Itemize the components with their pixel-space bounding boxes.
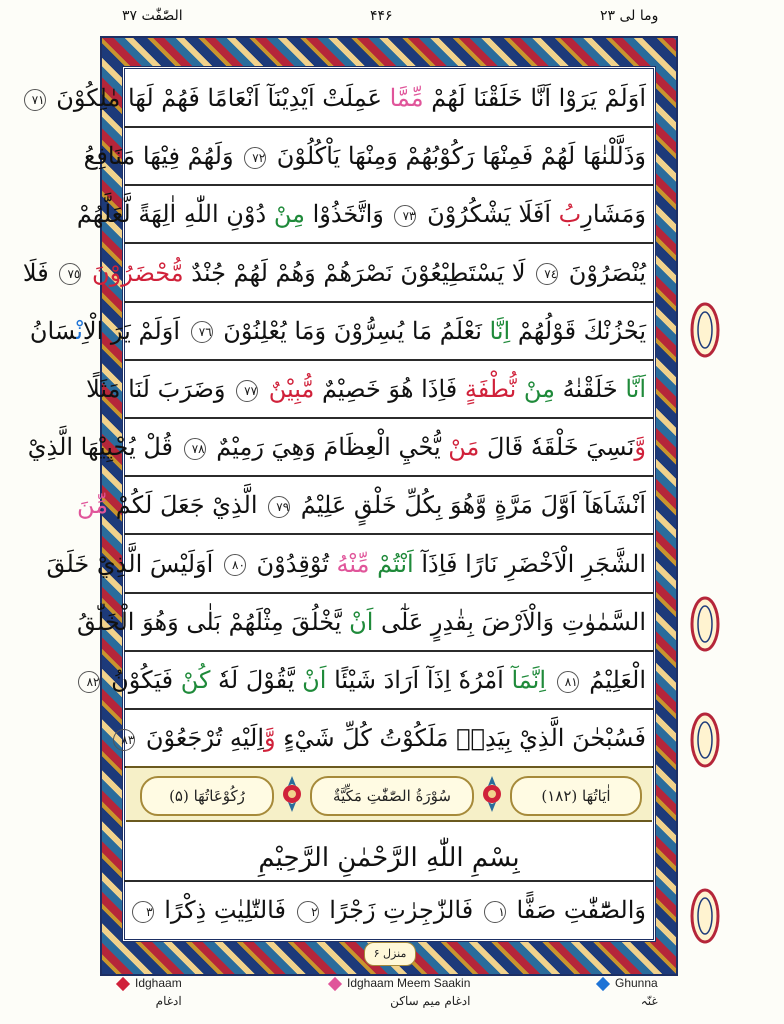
tajweed-green-text: اَنْتُمْ bbox=[377, 549, 414, 578]
verse-text: تُوْقِدُوْنَ bbox=[248, 549, 337, 578]
ayah-number-marker: ٧٢ bbox=[244, 147, 266, 169]
verse-text: يُنْصَرُوْنَ bbox=[561, 258, 646, 287]
bismillah: بِسْمِ اللّٰهِ الرَّحْمٰنِ الرَّحِيْمِ bbox=[258, 843, 520, 873]
verse-line bbox=[46, 536, 654, 592]
verse-line bbox=[77, 477, 654, 533]
verse-text: نَعْلَمُ مَا يُسِرُّوْنَ وَمَا يُعْلِنُوْنَ bbox=[215, 316, 490, 345]
verse-text: نَسِيَ خَلْقَهٗ قَالَ bbox=[479, 433, 635, 462]
verse-text: وَاتَّخَذُوْا bbox=[304, 200, 392, 229]
ayah-number-marker: ٨٠ bbox=[224, 554, 246, 576]
legend-label-en: Idghaam bbox=[135, 976, 182, 990]
legend-item bbox=[330, 976, 470, 1008]
manzil-label: منزل ۶ bbox=[364, 942, 416, 966]
verse-text bbox=[261, 375, 269, 403]
verse-line bbox=[121, 710, 654, 766]
verse-text: فَالزّٰجِرٰتِ زَجْرًا bbox=[321, 896, 481, 924]
verse-text: اَنْشَاَهَآ اَوَّلَ مَرَّةٍ وَّهُوَ بِكُلِّ خَلْقٍ عَلِيْمُ bbox=[293, 491, 646, 520]
ayah-number-marker: ١ bbox=[484, 901, 506, 923]
ayah-number-marker: ٣ bbox=[132, 901, 154, 923]
verse-text: وَمَشَارِ bbox=[581, 200, 646, 229]
verse-line bbox=[31, 70, 654, 126]
page-number: ۴۴۶ bbox=[370, 8, 393, 24]
legend-label-en: Idghaam Meem Saakin bbox=[347, 976, 471, 990]
tajweed-green-text: اَنْ bbox=[349, 607, 374, 636]
tajweed-red-text: وَّ bbox=[264, 724, 276, 753]
tajweed-pink-text: مِّنَ bbox=[77, 491, 109, 520]
sajda-marker-icon bbox=[690, 888, 720, 944]
verse-text: عَمِلَتْ اَيْدِيْنَآ اَنْعَامًا فَهُمْ لَهَا مٰلِكُوْنَ bbox=[48, 84, 390, 112]
tajweed-pink-text: مِّنْهُ bbox=[336, 549, 370, 578]
verse-text: الشَّجَرِ الْاَخْضَرِ نَارًا فَاِذَآ bbox=[413, 549, 646, 578]
verse-text: يَّخْلُقَ مِثْلَهُمْ بَلٰى وَهُوَ الْخَلّٰقُ bbox=[77, 607, 350, 636]
ayah-number-marker: ٧٤ bbox=[536, 263, 558, 285]
hizb-marker-icon bbox=[690, 302, 720, 358]
flower-ornament-icon bbox=[478, 774, 506, 814]
tajweed-green-text: مِنْ bbox=[273, 200, 305, 229]
verse-text: فَالتّٰلِيٰتِ ذِكْرًا bbox=[156, 896, 294, 924]
tajweed-green-text: اَنَّا bbox=[625, 375, 646, 403]
verse-text: الْعَلِيْمُ bbox=[581, 666, 646, 694]
verse-line bbox=[83, 128, 654, 184]
surah-banner bbox=[126, 766, 652, 822]
legend-label-en: Ghunna bbox=[615, 976, 658, 990]
tajweed-red-text: نُّطْفَةٍ bbox=[464, 375, 517, 403]
pink-diamond-icon bbox=[328, 976, 342, 990]
verse-line bbox=[86, 652, 654, 708]
header-juz-name: وما لی ۲۳ bbox=[600, 8, 659, 24]
verse-line bbox=[86, 361, 654, 417]
verse-text: اَمْرُهٗ اِذَآ اَرَادَ شَيْئًا bbox=[326, 666, 512, 694]
ruku-marker-icon bbox=[690, 712, 720, 768]
verse-text: خَلَقْنٰهُ bbox=[555, 375, 626, 403]
header-surah-name: الصّٰفّٰت ۳۷ bbox=[122, 8, 183, 24]
legend-label-ur: ادغام میم ساکن bbox=[390, 994, 471, 1008]
verse-line bbox=[29, 303, 654, 359]
ayah-number-marker: ٧٨ bbox=[184, 438, 206, 460]
verse-line bbox=[22, 245, 654, 301]
verse-text: وَلَهُمْ فِيْهَا مَنَافِعُ bbox=[83, 142, 242, 171]
verse-text bbox=[516, 375, 524, 403]
verse-text: اِلَيْهِ تُرْجَعُوْنَ bbox=[138, 724, 264, 753]
ayah-number-marker: ٧٥ bbox=[59, 263, 81, 285]
verse-text: فَيَكُوْنُ bbox=[103, 666, 181, 694]
tajweed-red-text: بُ bbox=[558, 200, 582, 229]
verse-text: وَالصّٰٓفّٰتِ صَفًّا bbox=[508, 896, 646, 924]
verse-text: يَّقُوْلَ لَهٗ bbox=[210, 666, 303, 694]
tajweed-red-text: مُّحْضَرُوْنَ bbox=[91, 258, 184, 287]
verse-text: فَسُبْحٰنَ الَّذِيْ بِيَدِهٖ مَلَكُوْتُ كُلِّ شَيْءٍ bbox=[275, 724, 646, 753]
ayah-count-label: اٰيَاتُهَا (۱۸۲) bbox=[510, 776, 642, 816]
verse-text bbox=[370, 550, 378, 578]
tajweed-green-text: كُنْ bbox=[180, 666, 211, 694]
verse-text: الَّذِيْ جَعَلَ لَكُمْ bbox=[108, 491, 266, 520]
ayah-number-marker: ٧٧ bbox=[236, 380, 258, 402]
flower-ornament-icon bbox=[278, 774, 306, 814]
verse-line bbox=[77, 594, 654, 650]
legend-label-ur: غنّہ bbox=[640, 994, 658, 1008]
verse-text: سَانُ bbox=[29, 316, 77, 345]
verse-text: قُلْ يُحْيِيْهَا الَّذِيْ bbox=[27, 433, 181, 462]
verse-text: لَا يَسْتَطِيْعُوْنَ نَصْرَهُمْ وَهُمْ لَهُمْ جُنْدٌ bbox=[183, 258, 534, 287]
verse-text: اَفَلَا يَشْكُرُوْنَ bbox=[419, 200, 559, 229]
tajweed-red-text: مَنْ bbox=[448, 433, 480, 462]
legend-item bbox=[118, 976, 182, 1008]
verse-text: يُّحْيِ الْعِظَامَ وَهِيَ رَمِيْمٌ bbox=[208, 433, 449, 462]
tajweed-blue-text: نْ bbox=[76, 316, 83, 345]
verse-line bbox=[27, 419, 654, 475]
surah-title: سُوْرَةُ الصّٰفّٰتِ مَكِّيَّةٌ bbox=[310, 776, 474, 816]
ayah-number-marker: ٨١ bbox=[557, 671, 579, 693]
verse-line bbox=[124, 882, 654, 938]
blue-diamond-icon bbox=[596, 976, 610, 990]
ruku-count-label: رُكُوْعَاتُهَا (۵) bbox=[140, 776, 274, 816]
ayah-number-marker: ٧١ bbox=[24, 89, 46, 111]
verse-text: اَوَلَمْ يَرَ الْاِ bbox=[82, 316, 188, 345]
ayah-number-marker: ٨٣ bbox=[113, 729, 135, 751]
red-diamond-icon bbox=[116, 976, 130, 990]
ayah-number-marker: ٢ bbox=[297, 901, 319, 923]
verse-text: السَّمٰوٰتِ وَالْاَرْضَ بِقٰدِرٍ عَلٰٓى bbox=[373, 607, 646, 636]
tajweed-pink-text: مِّمَّا bbox=[389, 84, 424, 112]
verse-text: وَضَرَبَ لَنَا مَثَلًا bbox=[86, 375, 234, 403]
hizb-marker-icon bbox=[690, 596, 720, 652]
ayah-number-marker: ٧٦ bbox=[191, 321, 213, 343]
ayah-number-marker: ٧٩ bbox=[268, 496, 290, 518]
verse-text: وَذَلَّلْنٰهَا لَهُمْ فَمِنْهَا رَكُوْبُهُمْ وَمِنْهَا يَاْكُلُوْنَ bbox=[269, 142, 646, 171]
ayah-number-marker: ٨٢ bbox=[78, 671, 100, 693]
tajweed-green-text: اَنْ bbox=[302, 666, 327, 694]
verse-text: فَاِذَا هُوَ خَصِيْمٌ bbox=[314, 375, 465, 403]
tajweed-green-text: مِنْ bbox=[523, 375, 556, 403]
verse-text: اَوَلَيْسَ الَّذِيْ خَلَقَ bbox=[46, 549, 221, 578]
tajweed-red-text: وَّ bbox=[634, 433, 646, 462]
ayah-number-marker: ٧٣ bbox=[394, 205, 416, 227]
legend-item bbox=[598, 976, 658, 1008]
verse-line bbox=[76, 186, 654, 242]
tajweed-green-text: اِنَّمَآ bbox=[511, 666, 554, 694]
verse-text: يَحْزُنْكَ قَوْلُهُمْ bbox=[510, 316, 646, 345]
legend-label-ur: ادغام bbox=[155, 994, 182, 1008]
tajweed-green-text: اِنَّا bbox=[489, 316, 511, 345]
verse-text: دُوْنِ اللّٰهِ اٰلِهَةً لَّعَلَّهُمْ bbox=[76, 200, 274, 229]
verse-text bbox=[84, 259, 92, 287]
verse-text: فَلَا bbox=[22, 258, 57, 287]
tajweed-red-text: مُّبِيْنٌ bbox=[268, 375, 315, 403]
verse-text: اَوَلَمْ يَرَوْا اَنَّا خَلَقْنَا لَهُمْ bbox=[423, 84, 646, 112]
